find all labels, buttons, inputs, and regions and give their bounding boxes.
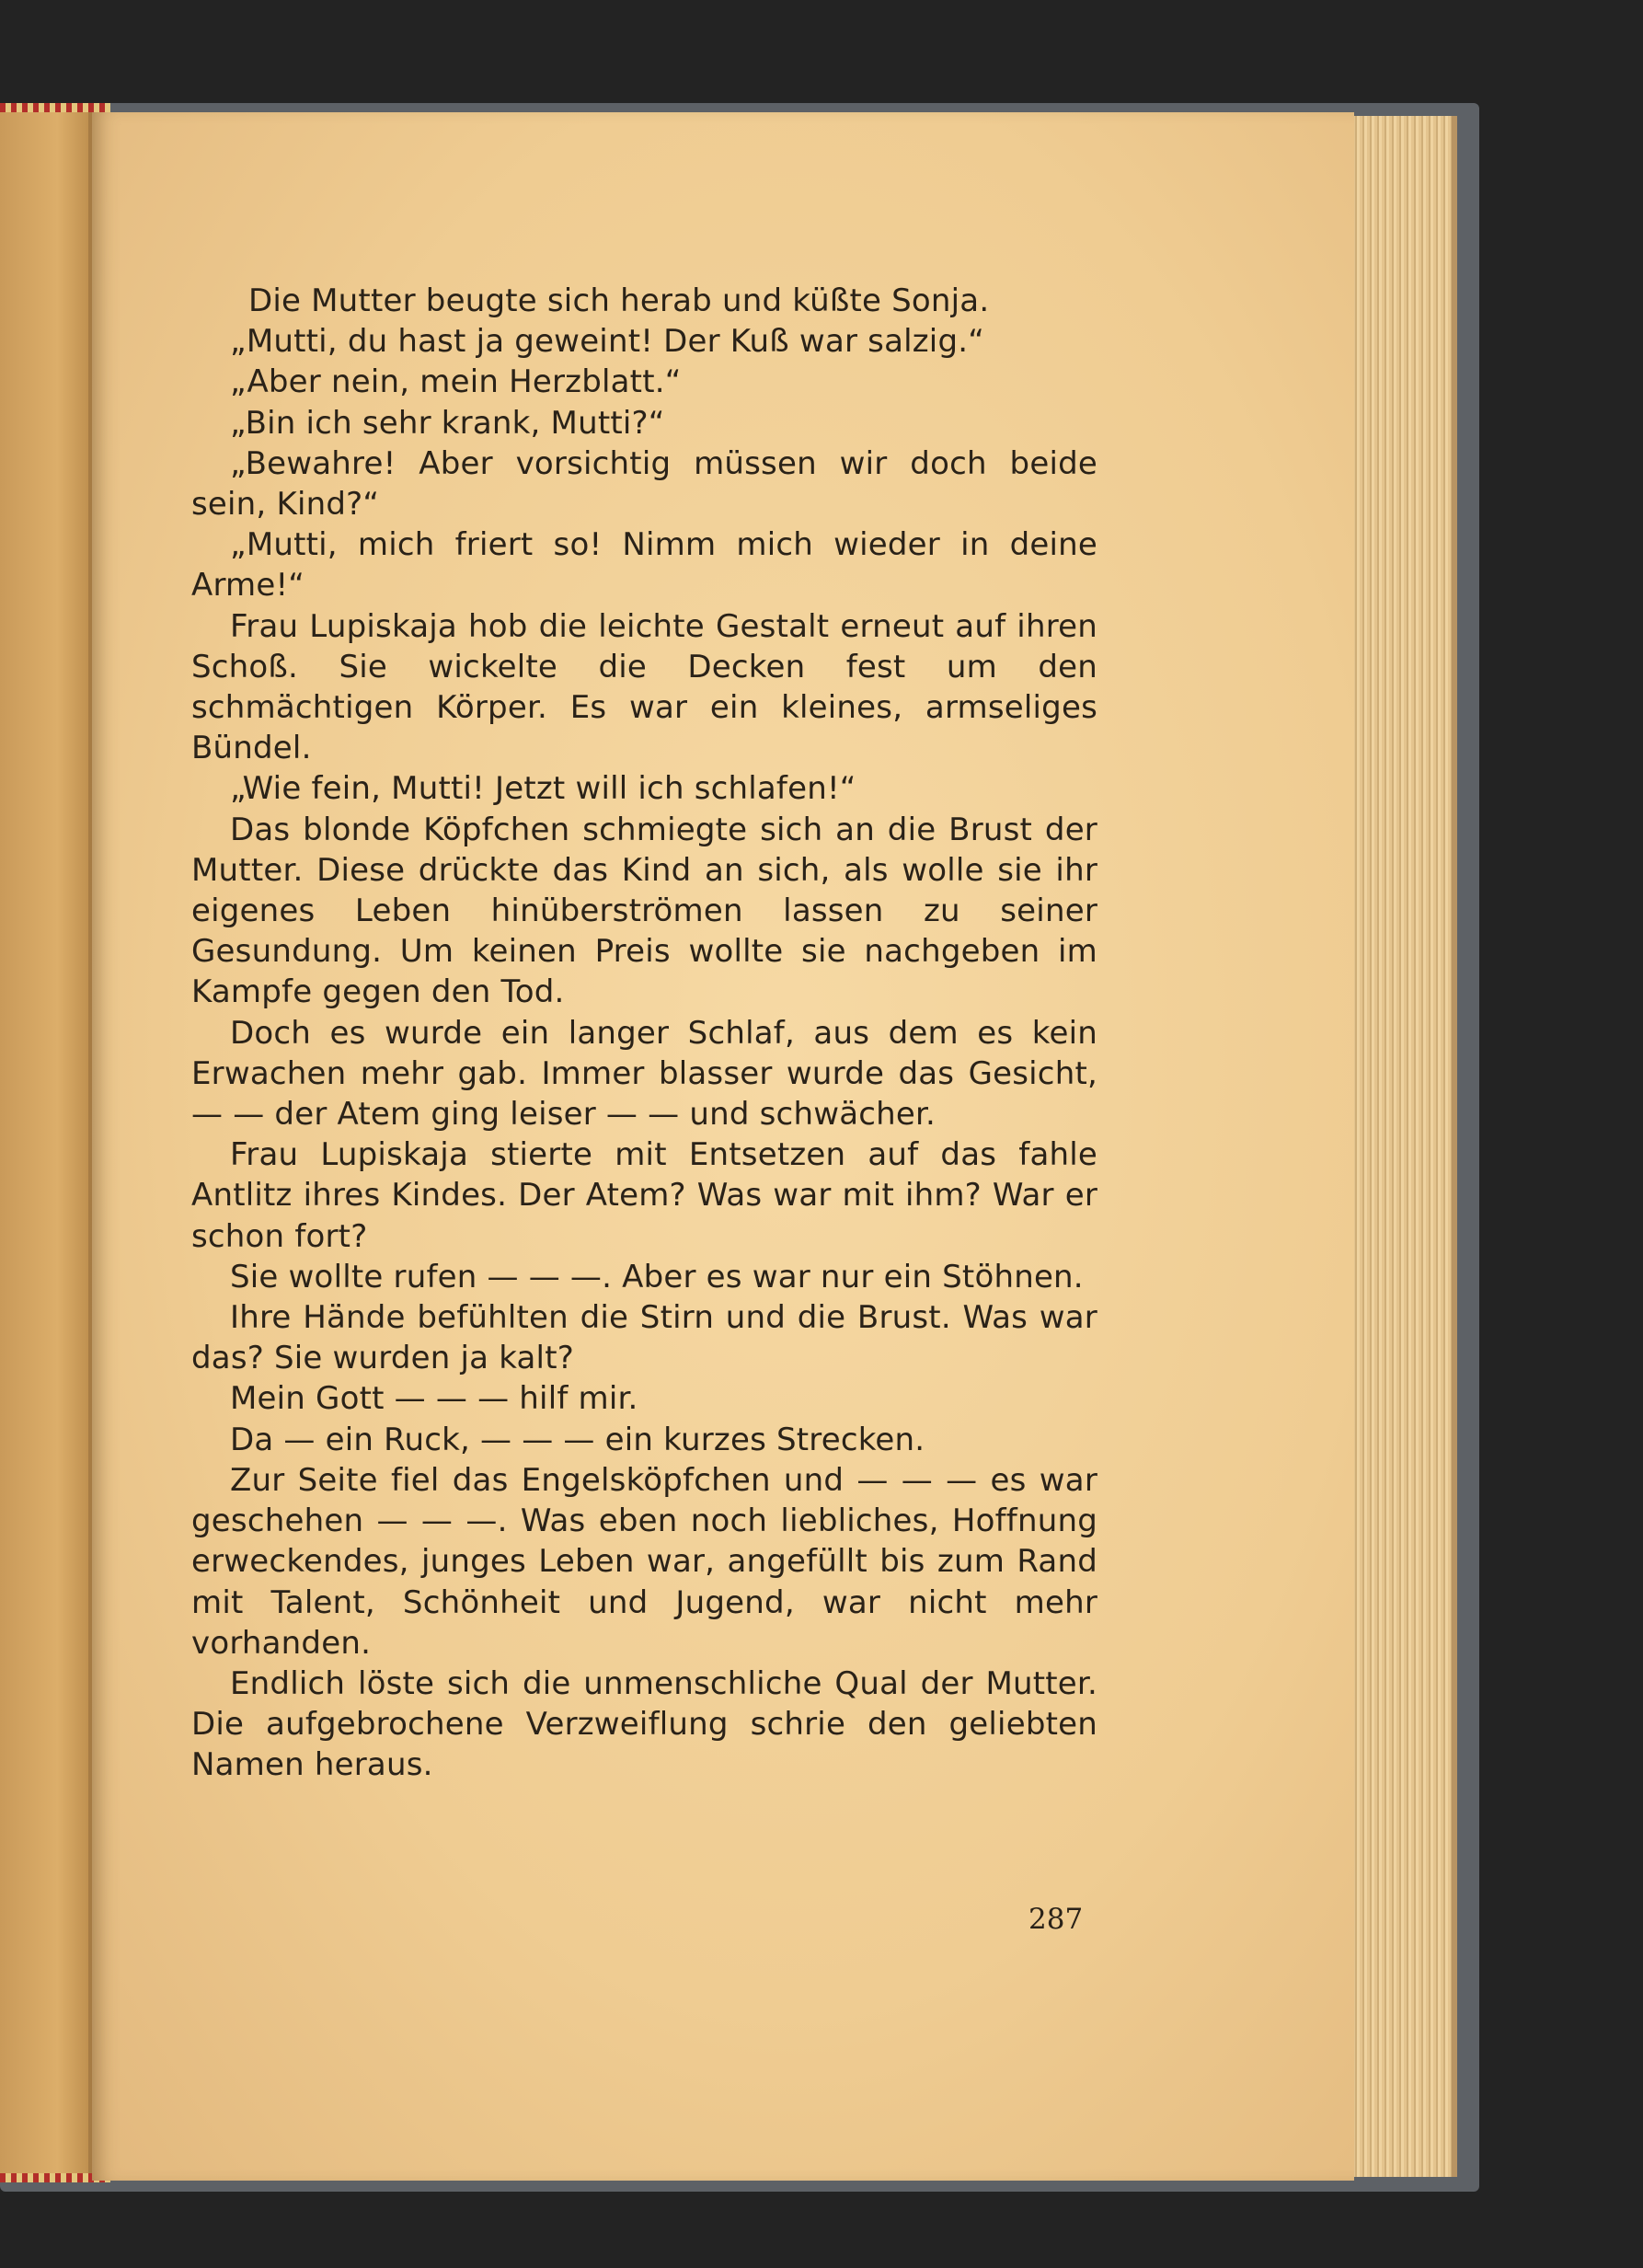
paragraph: Sie wollte rufen — — —. Aber es war nur ein Stöhnen.	[230, 1258, 1084, 1295]
paragraph: „Bewahre! Aber vorsichtig müssen wir doch beide sein, Kind?“	[191, 444, 1097, 524]
page-text	[191, 281, 1097, 1786]
paragraph: Da — ein Ruck, — — — ein kurzes Strecken.	[230, 1421, 925, 1458]
paragraph: Mein Gott — — — hilf mir.	[230, 1380, 638, 1418]
paragraph: „Mutti, mich friert so! Nimm mich wieder in deine Arme!“	[191, 526, 1097, 604]
paragraph: „Bin ich sehr krank, Mutti?“	[230, 404, 665, 442]
paragraph: Frau Lupiskaja stierte mit Entsetzen auf das fahle Antlitz ihres Kindes. Der Atem? Was war mit ihm? War er schon fort?	[191, 1136, 1097, 1255]
paragraph: Ihre Hände befühlten die Stirn und die Brust. Was war das? Sie wurden ja kalt?	[191, 1299, 1097, 1377]
paragraph: „Wie fein, Mutti! Jetzt will ich schlafen!“	[230, 770, 856, 808]
page-number: 287	[1028, 1903, 1084, 1936]
paragraph: Zur Seite fiel das Engelsköpfchen und — — — es war geschehen — — —. Was eben noch liebliches, Hoffnung erweckendes, junges Leben war, angefüllt bis zum Rand mit Talent, Schönheit und Jugend, war nicht mehr vorhanden.	[191, 1461, 1097, 1662]
paragraph: Das blonde Köpfchen schmiegte sich an die Brust der Mutter. Diese drückte das Kind an sich, als wolle sie ihr eigenes Leben hinüberströmen lassen zu seiner Gesundung. Um keinen Preis wollte sie nachgeben im Kampfe gegen den Tod.	[191, 811, 1097, 1011]
headband-top	[0, 103, 110, 112]
left-page-edge	[0, 109, 96, 2179]
paragraph: Endlich löste sich die unmenschliche Qual der Mutter. Die aufgebrochene Verzweiflung schrie den geliebten Namen heraus.	[191, 1664, 1097, 1784]
paragraph: „Mutti, du hast ja geweint! Der Kuß war salzig.“	[230, 323, 985, 361]
page-block-fore-edge	[1352, 116, 1457, 2177]
paragraph: „Aber nein, mein Herzblatt.“	[230, 363, 682, 401]
paragraph: Die Mutter beugte sich herab und küßte Sonja.	[248, 282, 990, 319]
paragraph: Doch es wurde ein langer Schlaf, aus dem es kein Erwachen mehr gab. Immer blasser wurde das Gesicht, — — der Atem ging leiser — — und schwächer.	[191, 1014, 1097, 1134]
paragraph: Frau Lupiskaja hob die leichte Gestalt erneut auf ihren Schoß. Sie wickelte die Decken fest um den schmächtigen Körper. Es war ein kleines, armseliges Bündel.	[191, 607, 1097, 767]
